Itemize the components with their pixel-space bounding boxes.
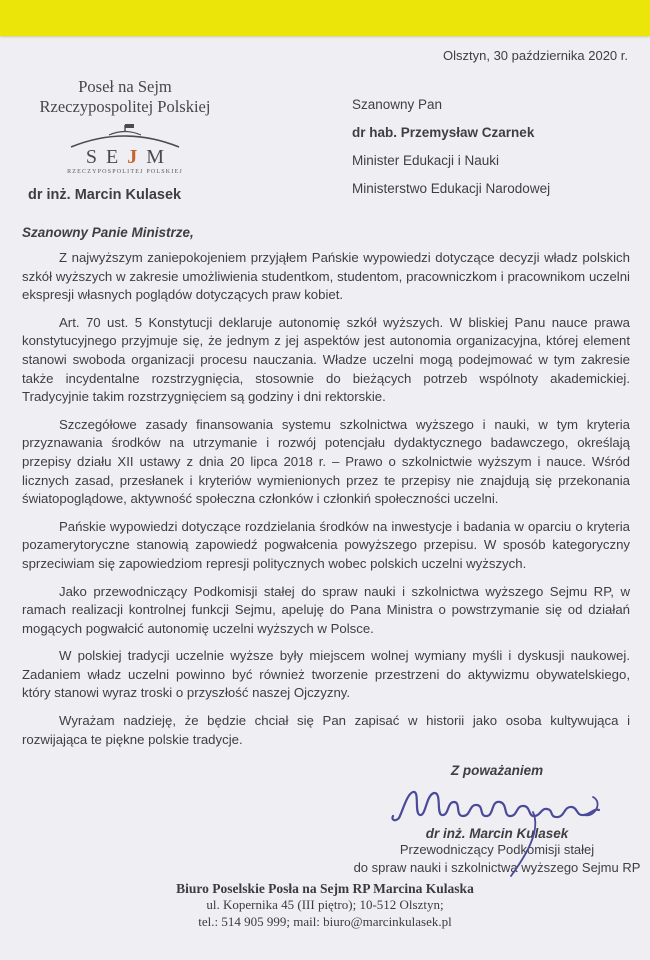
- body-paragraph-5: Jako przewodniczący Podkomisji stałej do spraw nauki i szkolnictwa wyższego Sejmu RP, w ramach realizacji kontrolnej funkcji Sejmu, apeluję do Pana Ministra o powstrzymanie się od działań mogących pogwałcić autonomię uczelni wyższych w Polsce.: [22, 583, 630, 636]
- sender-block: [20, 69, 230, 215]
- recipient-title: Minister Edukacji i Nauki: [352, 153, 500, 168]
- sender-office-line2: Rzeczypospolitej Polskiej: [39, 97, 211, 116]
- closing-block: [352, 763, 642, 876]
- body-paragraph-2: Art. 70 ust. 5 Konstytucji deklaruje autonomię szkół wyższych. W bliskiej Panu nauce prawa konstytucyjnego przyjmuje się, że jednym z jej aspektów jest autonomia organizacyjna, której element stanowi swoboda organizacji procesu nauczania. Władze uczelni mogą podejmować w tym zakresie także incydentalne rozstrzygnięcia, stosownie do bieżących potrzeb wspólnoty akademickiej. Tradycyjnie takim rozstrzygnięciem są godziny i dni rektorskie.: [22, 314, 630, 405]
- letter-body: [22, 249, 630, 749]
- recipient-name: dr hab. Przemysław Czarnek: [352, 125, 535, 140]
- letter-date: Olsztyn, 30 października 2020 r.: [443, 48, 628, 63]
- recipient-block: [352, 69, 604, 215]
- sender-office-line1: Poseł na Sejm: [78, 77, 172, 96]
- yellow-top-bar: [0, 0, 650, 36]
- signer-name: dr inż. Marcin Kulasek: [425, 826, 569, 842]
- logo-letter-m: M: [146, 146, 174, 168]
- salutation: Szanowny Panie Ministrze,: [22, 225, 194, 240]
- sejm-logo: [20, 123, 230, 175]
- body-paragraph-4: Pańskie wypowiedzi dotyczące rozdzielania środków na inwestycje i badania w oparciu o kryteria pozamerytoryczne stanowią zapowiedź pogwałcenia powyższego przepisu. W sposób kategoryczny sprzeciwiam się zapowiedziom represji politycznych wobec polskich uczelni wyższych.: [22, 518, 630, 571]
- body-paragraph-1: Z najwyższym zaniepokojeniem przyjąłem Pańskie wypowiedzi dotyczące decyzji władz polskich szkół wyższych w zakresie umożliwienia studentkom, studentom, pracowniczkom i pracownikom uczelni ekspresji własnych poglądów dotyczących praw kobiet.: [22, 250, 630, 303]
- logo-letter-s: S: [85, 146, 107, 168]
- logo-letter-e: E: [106, 146, 128, 168]
- office-footer: [0, 880, 650, 930]
- logo-letters: [20, 147, 230, 167]
- handwritten-signature-icon: [387, 780, 607, 824]
- logo-letter-j: J: [127, 146, 147, 168]
- footer-office-name: Biuro Poselskie Posła na Sejm RP Marcina Kulaska: [176, 881, 474, 896]
- body-paragraph-6: W polskiej tradycji uczelnie wyższe były miejscem wolnej wymiany myśli i dyskusji naukowej. Zadaniem władz uczelni powinno być również tworzenie przestrzeni do aktywizmu obywatelskiego, który stanowi wyraz troski o przyszłość naszej Ojczyzny.: [22, 648, 630, 701]
- flag-icon: [125, 124, 134, 128]
- logo-caption: RZECZYPOSPOLITEJ POLSKIEJ: [67, 169, 183, 175]
- valediction: Z poważaniem: [450, 763, 544, 779]
- recipient-institution: Ministerstwo Edukacji Narodowej: [352, 181, 551, 196]
- signer-title-line2: do spraw nauki i szkolnictwa wyższego Sejmu RP: [353, 859, 641, 875]
- letter-header: [0, 63, 650, 215]
- signer-title-line1: Przewodniczący Podkomisji stałej: [399, 842, 595, 858]
- footer-address: ul. Kopernika 45 (III piętro); 10-512 Olsztyn;: [206, 897, 444, 912]
- body-paragraph-3: Szczegółowe zasady finansowania systemu szkolnictwa wyższego i nauki, w tym kryteria przyznawania środków na utrzymanie i rozwój potencjału dydaktycznego badawczego, określają przepisy działu XII ustawy z dnia 20 lipca 2018 r. – Prawo o szkolnictwie wyższym i nauce. Wśród licznych zasad, przesłanek i kryteriów wymienionych przez te przepisy nie znajdują się przekonania światopoglądowe, aktywność społeczna członków i członkiń społeczności uczelni.: [22, 416, 630, 507]
- footer-contact: tel.: 514 905 999; mail: biuro@marcinkulasek.pl: [198, 913, 452, 929]
- body-paragraph-7: Wyrażam nadzieję, że będzie chciał się Pan zapisać w historii jako osoba kultywująca i rozwijająca te piękne polskie tradycje.: [22, 713, 630, 747]
- recipient-honorific: Szanowny Pan: [352, 97, 443, 112]
- sender-name: dr inż. Marcin Kulasek: [28, 187, 182, 203]
